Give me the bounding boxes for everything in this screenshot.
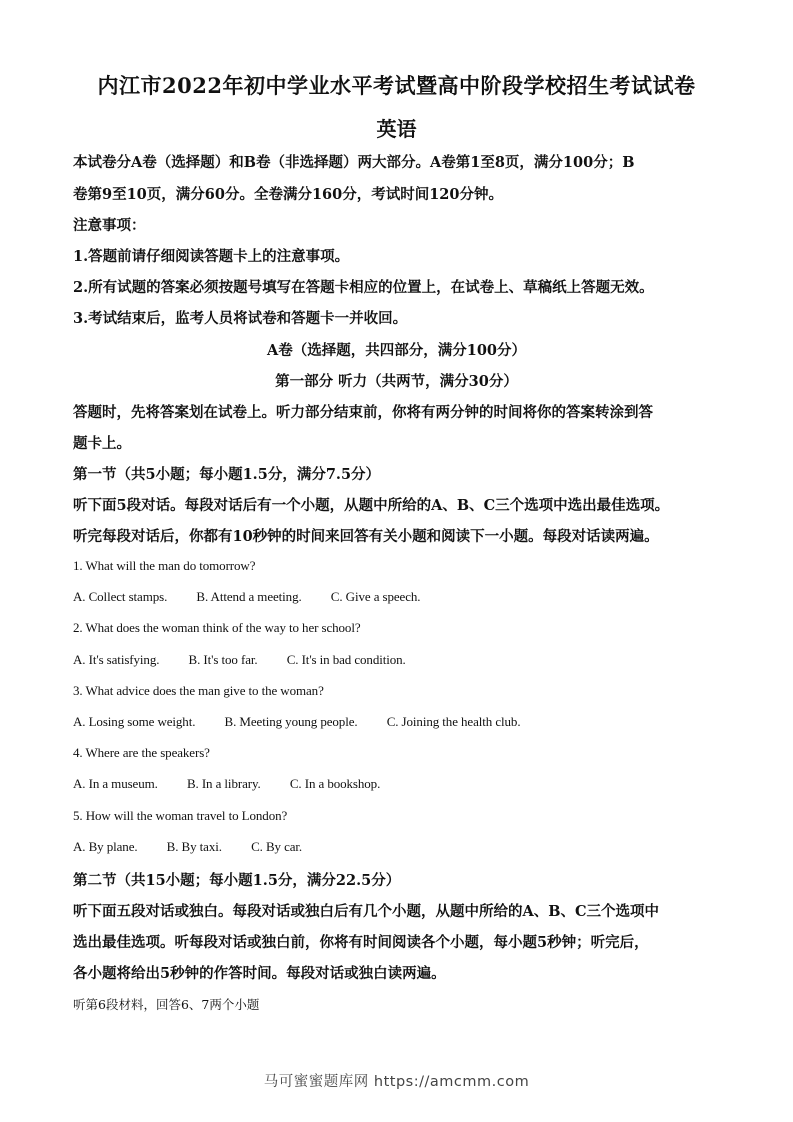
part1-instruction-line-1: 答题时，先将答案划在试卷上。听力部分结束前，你将有两分钟的时间将你的答案转涂到答: [73, 404, 653, 421]
option-a: A. By plane.: [73, 839, 138, 854]
exam-title: 内江市2022年初中学业水平考试暨高中阶段学校招生考试试卷: [97, 73, 696, 98]
intro-line-1: 本试卷分A卷（选择题）和B卷（非选择题）两大部分。A卷第1至8页，满分100分；B: [73, 154, 635, 171]
note-item-3: 3.考试结束后，监考人员将试卷和答题卡一并收回。: [73, 310, 408, 327]
section2-instruction-line-1: 听下面五段对话或独白。每段对话或独白后有几个小题，从题中所给的A、B、C三个选项中: [73, 903, 660, 920]
question-1-options: [73, 589, 446, 605]
option-b: B. Meeting young people.: [224, 714, 358, 729]
part1-instruction-line-2: 题卡上。: [73, 435, 131, 452]
option-c: C. By car.: [251, 839, 303, 854]
option-a: A. Losing some weight.: [73, 714, 196, 729]
question-3: 3. What advice does the man give to the woman?: [73, 683, 324, 698]
option-c: C. Give a speech.: [330, 589, 421, 604]
option-a: A. Collect stamps.: [73, 589, 168, 604]
option-c: C. It's in bad condition.: [286, 652, 406, 667]
question-2: 2. What does the woman think of the way to her school?: [73, 620, 361, 635]
material-note: 听第6段材料，回答6、7两个小题: [73, 997, 260, 1012]
subject-title: 英语: [376, 117, 417, 141]
section1-instruction-line-2: 听完每段对话后，你都有10秒钟的时间来回答有关小题和阅读下一小题。每段对话读两遍。: [73, 528, 659, 545]
question-3-options: [73, 714, 546, 730]
question-4: 4. Where are the speakers?: [73, 745, 210, 760]
option-c: C. Joining the health club.: [386, 714, 521, 729]
section2-instruction-line-2: 选出最佳选项。听每段对话或独白前，你将有时间阅读各个小题，每小题5秒钟；听完后，: [73, 934, 649, 951]
note-item-2: 2.所有试题的答案必须按题号填写在答题卡相应的位置上，在试卷上、草稿纸上答题无效。: [73, 279, 654, 296]
option-c: C. In a bookshop.: [289, 776, 381, 791]
section1-instruction-line-1: 听下面5段对话。每段对话后有一个小题，从题中所给的A、B、C三个选项中选出最佳选项。: [73, 497, 670, 514]
option-b: B. By taxi.: [166, 839, 222, 854]
question-1: 1. What will the man do tomorrow?: [73, 558, 256, 573]
section1-heading: 第一节（共5小题；每小题1.5分，满分7.5分）: [73, 466, 381, 483]
option-a: A. In a museum.: [73, 776, 158, 791]
note-item-1: 1.答题前请仔细阅读答题卡上的注意事项。: [73, 248, 350, 265]
option-b: B. In a library.: [186, 776, 261, 791]
section-a-heading: A卷（选择题，共四部分，满分100分）: [266, 342, 527, 359]
option-a: A. It's satisfying.: [73, 652, 160, 667]
question-2-options: [73, 652, 432, 668]
intro-line-2: 卷第9至10页，满分60分。全卷满分160分，考试时间120分钟。: [73, 186, 503, 203]
notes-heading: 注意事项：: [73, 217, 146, 234]
footer-watermark: 马可蜜蜜题库网 https://amcmm.com: [263, 1074, 530, 1090]
question-5-options: [73, 839, 328, 855]
section2-heading: 第二节（共15小题；每小题1.5分，满分22.5分）: [73, 872, 401, 889]
part1-heading: 第一部分 听力（共两节，满分30分）: [275, 373, 518, 390]
option-b: B. It's too far.: [188, 652, 258, 667]
question-5: 5. How will the woman travel to London?: [73, 808, 288, 823]
question-4-options: [73, 776, 406, 792]
section2-instruction-line-3: 各小题将给出5秒钟的作答时间。每段对话或独白读两遍。: [73, 965, 446, 982]
option-b: B. Attend a meeting.: [196, 589, 302, 604]
